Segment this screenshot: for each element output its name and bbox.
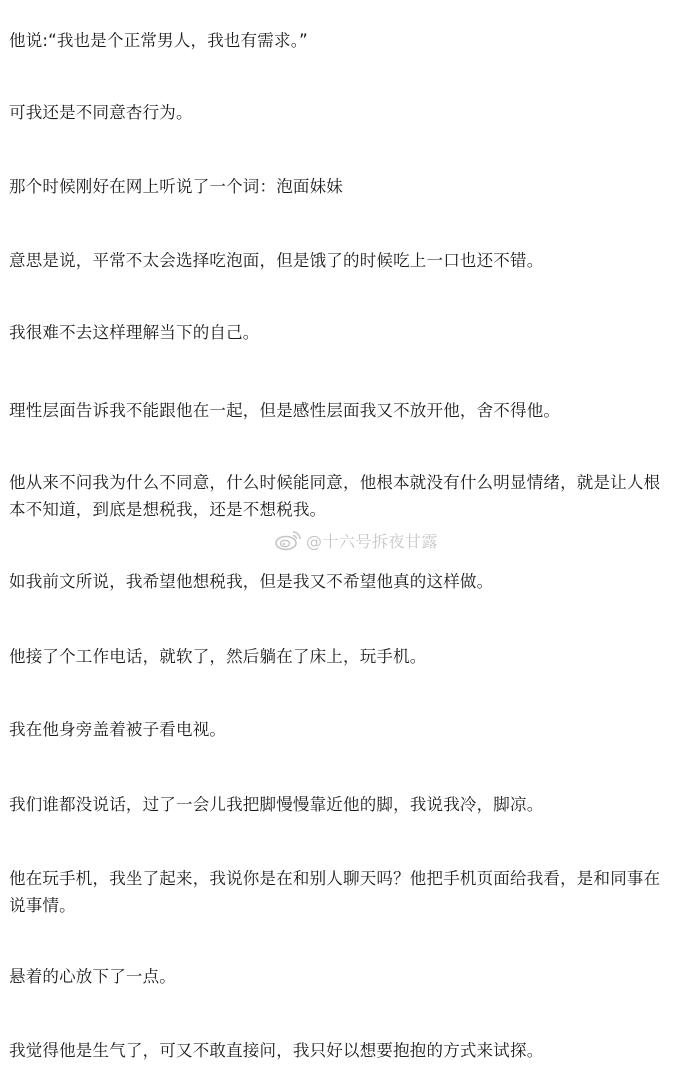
paragraph-7: 他从来不问我为什么不同意，什么时候能同意，他根本就没有什么明显情绪，就是让人根本不知道，到底是想税我，还是不想税我。: [9, 473, 661, 519]
paragraph-1: 他说:“我也是个正常男人，我也有需求。”: [9, 31, 308, 50]
paragraph-5: 我很难不去这样理解当下的自己。: [9, 323, 260, 342]
paragraph-14: 我觉得他是生气了，可又不敢直接问，我只好以想要抱抱的方式来试探。: [9, 1041, 544, 1060]
paragraph-11: 我们谁都没说话，过了一会儿我把脚慢慢靠近他的脚，我说我冷，脚凉。: [9, 795, 544, 814]
paragraph-4: 意思是说，平常不太会选择吃泡面，但是饿了的时候吃上一口也还不错。: [9, 251, 544, 270]
paragraph-12: 他在玩手机，我坐了起来，我说你是在和别人聊天吗？他把手机页面给我看，是和同事在说事情。: [9, 869, 661, 915]
paragraph-8: 如我前文所说，我希望他想税我，但是我又不希望他真的这样做。: [9, 572, 494, 591]
watermark-handle: @十六号拆夜甘露: [306, 531, 439, 551]
paragraph-10: 我在他身旁盖着被子看电视。: [9, 720, 227, 739]
paragraph-3: 那个时候刚好在网上听说了一个词：泡面妹妹: [9, 177, 343, 196]
weibo-logo-icon: [274, 529, 302, 551]
paragraph-6: 理性层面告诉我不能跟他在一起，但是感性层面我又不放开他，舍不得他。: [9, 401, 561, 420]
paragraph-9: 他接了个工作电话，就软了，然后躺在了床上，玩手机。: [9, 647, 427, 666]
weibo-watermark: [274, 527, 438, 553]
paragraph-13: 悬着的心放下了一点。: [9, 967, 176, 986]
paragraph-2: 可我还是不同意杏行为。: [9, 103, 193, 122]
